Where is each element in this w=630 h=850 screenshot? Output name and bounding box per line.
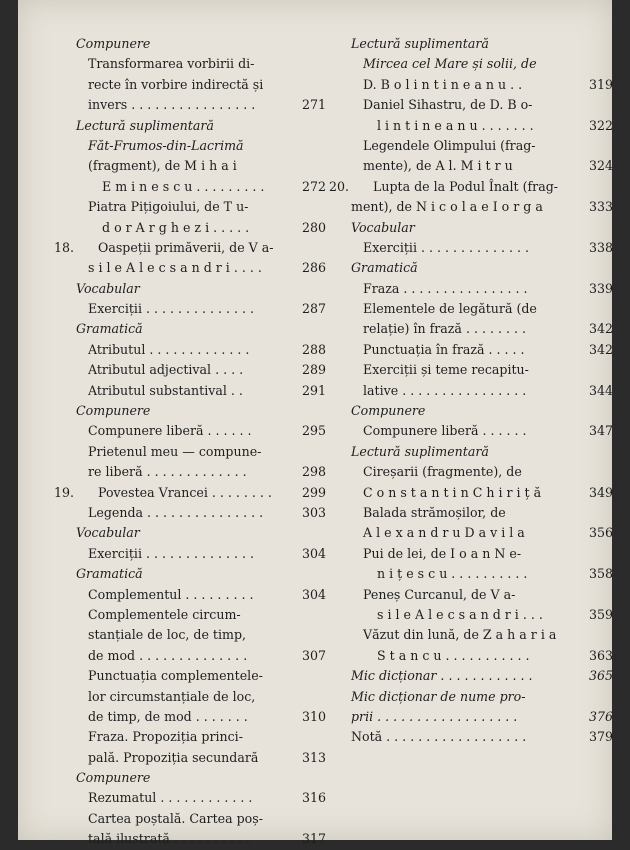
toc-entry [76,727,326,747]
page-number: 349 [588,484,613,500]
toc-entry-text: n i ț e s c u . . . . . . . . . . [377,566,528,582]
toc-entry [76,442,326,462]
toc-entry [76,544,326,564]
toc-entry-text: lor circumstanțiale de loc, [88,688,256,704]
toc-entry-text: Transformarea vorbirii di- [88,56,255,72]
toc-entry-text: Gramatică [76,566,143,582]
page-number: 298 [301,464,326,480]
toc-entry-text: D. B o l i n t i n e a n u . . [363,76,523,92]
page-number: 280 [301,219,326,235]
toc-entry [76,177,326,197]
toc-entry [351,625,613,645]
toc-entry [76,360,326,380]
page-number: 288 [301,341,326,357]
page-number: 286 [301,260,326,276]
page-number: 316 [301,790,326,806]
toc-entry-text: (fragment), de M i h a i [88,158,237,174]
toc-entry [76,605,326,625]
toc-entry [76,707,326,727]
toc-entry [54,483,326,503]
toc-entry [351,605,613,625]
toc-entry [351,585,613,605]
page-number: 339 [588,280,613,296]
toc-entry-text: d o r A r g h e z i . . . . . [102,219,250,235]
toc-entry-text: Vocabular [76,280,140,296]
page-number: 342 [588,321,613,337]
page-number: 271 [301,97,326,113]
toc-entry [76,156,326,176]
toc-entry [351,258,613,278]
page-number: 359 [588,606,613,622]
toc-entry [351,238,613,258]
toc-entry-text: Atributul . . . . . . . . . . . . . [88,341,250,357]
toc-entry-text: Fraza. Propoziția princi- [88,729,243,745]
page-number: 322 [588,117,613,133]
toc-entry-text: Lectură suplimentară [76,117,214,133]
toc-entry-text: Fraza . . . . . . . . . . . . . . . . [363,280,528,296]
page-number: 287 [301,301,326,317]
toc-entry [76,564,326,584]
toc-entry [76,340,326,360]
toc-entry-text: Notă . . . . . . . . . . . . . . . . . . [351,729,527,745]
toc-entry [76,258,326,278]
toc-entry-text: lative . . . . . . . . . . . . . . . . [363,382,527,398]
page-number: 363 [588,647,613,663]
toc-entry-text: C o n s t a n t i n C h i r i ț ă [363,484,542,500]
toc-entry [351,34,613,54]
toc-entry [351,279,613,299]
toc-entry-text: Mic dicționar . . . . . . . . . . . . [351,668,533,684]
toc-entry-text: Vocabular [351,219,415,235]
book-page [18,0,613,847]
toc-entry-text: Punctuația în frază . . . . . [363,341,525,357]
toc-entry [76,646,326,666]
toc-entry-text: Lupta de la Podul Înalt (frag- [373,178,559,194]
page-number: 342 [588,341,613,357]
toc-entry [351,340,613,360]
toc-entry-text: Făt-Frumos-din-Lacrimă [88,137,244,153]
toc-entry [76,197,326,217]
toc-entry [351,360,613,380]
page-number: 307 [301,647,326,663]
toc-entry [351,462,613,482]
toc-entry [351,401,613,421]
toc-entry-text: Atributul substantival . . [88,382,243,398]
toc-entry-text: prii . . . . . . . . . . . . . . . . . . [351,708,518,724]
toc-entry-text: pală. Propoziția secundară [88,749,259,765]
toc-entry-text: Povestea Vrancei . . . . . . . . [98,484,272,500]
toc-entry-text: Punctuația complementele- [88,668,263,684]
toc-entry-text: A l e x a n d r u D a v i l a [363,525,525,541]
toc-entry-text: Legenda . . . . . . . . . . . . . . . [88,504,264,520]
page-number: 324 [588,158,613,174]
toc-entry [76,666,326,686]
toc-entry [76,95,326,115]
toc-entry [76,319,326,339]
page-number: 303 [301,504,326,520]
toc-entry [351,523,613,543]
toc-entry [351,442,613,462]
toc-entry-text: Elementele de legătură (de [363,301,537,317]
page-number: 365 [588,668,613,684]
toc-entry [76,788,326,808]
toc-entry-text: Pui de lei, de I o a n N e- [363,545,522,561]
page-number: 347 [588,423,613,439]
toc-entry [76,748,326,768]
toc-entry-text: Compunere [351,403,426,419]
toc-entry-text: Atributul adjectival . . . . [88,362,244,378]
toc-entry-text: Prietenul meu — compune- [88,443,262,459]
toc-entry-text: Exerciții . . . . . . . . . . . . . . [88,301,255,317]
toc-entry [351,156,613,176]
toc-entry-text: Peneș Curcanul, de V a- [363,586,516,602]
toc-entry [351,687,613,707]
page-number: 299 [301,484,326,500]
toc-entry-text: Daniel Sihastru, de D. B o- [363,97,533,113]
toc-entry-text: Piatra Pițigoiului, de T u- [88,199,249,215]
toc-entry-text: de timp, de mod . . . . . . . [88,708,248,724]
toc-entry-text: Mic dicționar de nume pro- [351,688,526,704]
toc-entry-text: l i n t i n e a n u . . . . . . . [377,117,534,133]
page-number: 313 [301,749,326,765]
toc-entry [76,34,326,54]
toc-entry [351,646,613,666]
page-number: 317 [301,831,326,847]
toc-entry-text: Compunere [76,403,151,419]
toc-entry-text: E m i n e s c u . . . . . . . . . [102,178,265,194]
toc-entry-text: Balada strămoșilor, de [363,504,506,520]
toc-entry [76,768,326,788]
toc-entry-text: Compunere [76,36,151,51]
toc-entry [351,666,613,686]
toc-entry [351,136,613,156]
page-number: 344 [588,382,613,398]
page-number: 291 [301,382,326,398]
toc-entry [351,564,613,584]
toc-entry-text: s i l e A l e c s a n d r i . . . [377,606,543,622]
toc-entry-text: Gramatică [351,260,418,276]
toc-entry-text: Compunere [76,770,151,786]
page-number: 272 [301,178,326,194]
toc-entry [329,177,613,197]
toc-entry [76,401,326,421]
toc-entry [351,218,613,238]
toc-entry-text: Lectură suplimentară [351,443,489,459]
toc-entry [76,462,326,482]
toc-entry-text: Cartea poștală. Cartea poș- [88,810,263,826]
toc-entry [76,116,326,136]
toc-entry [76,523,326,543]
toc-entry [76,381,326,401]
toc-entry-text: Compunere liberă . . . . . . [363,423,527,439]
toc-entry-text: invers . . . . . . . . . . . . . . . . [88,97,256,113]
toc-entry [351,54,613,74]
toc-entry-text: Vocabular [76,525,140,541]
toc-entry [351,707,613,727]
page-number: 333 [588,199,613,215]
page-number: 356 [588,525,613,541]
toc-entry [351,421,613,441]
toc-entry-text: recte în vorbire indirectă și [88,76,264,92]
page-number: 295 [301,423,326,439]
page-number: 310 [301,708,326,724]
toc-entry [351,319,613,339]
toc-entry-text: Rezumatul . . . . . . . . . . . . [88,790,253,806]
page-number: 319 [588,76,613,92]
toc-entry [351,75,613,95]
page-number: 304 [301,586,326,602]
toc-entry [76,687,326,707]
toc-entry [76,54,326,74]
toc-entry [351,197,613,217]
toc-entry-text: Exerciții . . . . . . . . . . . . . . [88,545,255,561]
toc-entry-text: stanțiale de loc, de timp, [88,627,247,643]
page-number: 289 [301,362,326,378]
chapter-number: 18. [54,239,75,255]
page-number: 376 [588,708,613,724]
chapter-number: 19. [54,484,75,500]
toc-entry-text: Lectură suplimentară [351,36,489,51]
toc-entry-text: s i l e A l e c s a n d r i . . . . [88,260,262,276]
toc-entry [351,727,613,747]
toc-entry-text: Oaspeții primăverii, de V a- [98,239,274,255]
toc-entry [76,585,326,605]
page-number: 379 [588,729,613,745]
toc-entry [76,299,326,319]
toc-entry [351,299,613,319]
toc-entry-text: re liberă . . . . . . . . . . . . . [88,464,247,480]
toc-entry-text: S t a n c u . . . . . . . . . . . [377,647,530,663]
toc-entry-text: ment), de N i c o l a e I o r g a [351,199,543,215]
toc-entry [351,503,613,523]
page-number: 338 [588,239,613,255]
toc-entry [351,483,613,503]
toc-entry [76,421,326,441]
toc-entry-text: Complementul . . . . . . . . . [88,586,254,602]
toc-entry [76,279,326,299]
chapter-number: 20. [329,178,350,194]
toc-entry [351,95,613,115]
toc-entry [351,544,613,564]
toc-entry [351,116,613,136]
page-number: 304 [301,545,326,561]
toc-entry-text: relație) în frază . . . . . . . . [363,321,526,337]
toc-entry-text: de mod . . . . . . . . . . . . . . [88,647,248,663]
toc-entry-text: Gramatică [76,321,143,337]
toc-entry-text: tală ilustrată . . . . . . . . . . [88,831,250,847]
toc-entry-text: Văzut din lună, de Z a h a r i a [363,627,557,643]
toc-entry [76,503,326,523]
toc-entry-text: Exerciții și teme recapitu- [363,362,529,378]
toc-entry [54,238,326,258]
toc-entry [351,381,613,401]
toc-entry [76,625,326,645]
toc-entry [76,75,326,95]
toc-entry-text: Mircea cel Mare și solii, de [363,56,537,72]
toc-entry [76,218,326,238]
toc-entry-text: mente), de A l. M i t r u [363,158,513,174]
toc-entry-text: Compunere liberă . . . . . . [88,423,252,439]
toc-entry [76,136,326,156]
toc-entry-text: Legendele Olimpului (frag- [363,137,536,153]
page-number: 358 [588,566,613,582]
toc-entry-text: Exerciții . . . . . . . . . . . . . . [363,239,530,255]
toc-right-column [329,34,613,748]
toc-entry [76,809,326,829]
toc-entry-text: Complementele circum- [88,606,241,622]
toc-entry-text: Cireșarii (fragmente), de [363,464,522,480]
toc-entry [76,829,326,849]
toc-left-column [54,34,326,850]
